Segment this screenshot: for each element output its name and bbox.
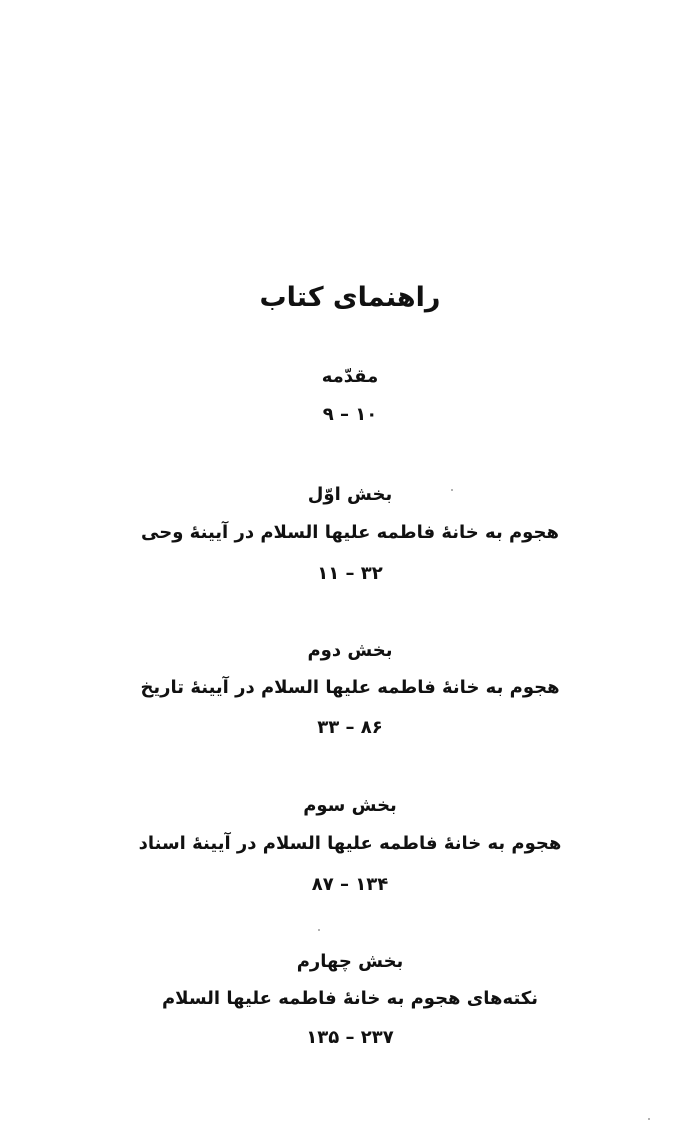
intro-page-range: ۹ – ۱۰ [322, 404, 378, 425]
section-2-page-range: ۳۳ – ۸۶ [317, 717, 383, 738]
intro-heading: مقدّمه [321, 366, 379, 387]
section-4-heading: بخش چهارم [296, 951, 404, 972]
section-1-page-range: ۱۱ – ۳۲ [317, 563, 383, 584]
section-2-subtitle: هجوم به خانهٔ فاطمه علیها السلام در آیینهٔ تاریخ [140, 677, 560, 698]
section-1-subtitle: هجوم به خانهٔ فاطمه علیها السلام در آیینهٔ وحی [141, 522, 559, 543]
section-4-page-range: ۱۳۵ – ۲۳۷ [306, 1027, 394, 1048]
page-title: راهنمای کتاب [259, 282, 441, 313]
section-4-subtitle: نکته‌های هجوم به خانهٔ فاطمه علیها السلام [161, 988, 539, 1009]
section-3-subtitle: هجوم به خانهٔ فاطمه علیها السلام در آیینهٔ اسناد [138, 833, 562, 854]
section-2-heading: بخش دوم [307, 640, 393, 661]
paper-speck [648, 1118, 650, 1120]
section-1-heading: بخش اوّل [307, 484, 393, 505]
paper-speck [451, 489, 453, 491]
section-3-page-range: ۸۷ – ۱۳۴ [311, 874, 389, 895]
section-3-heading: بخش سوم [303, 795, 397, 816]
paper-speck [318, 929, 320, 931]
